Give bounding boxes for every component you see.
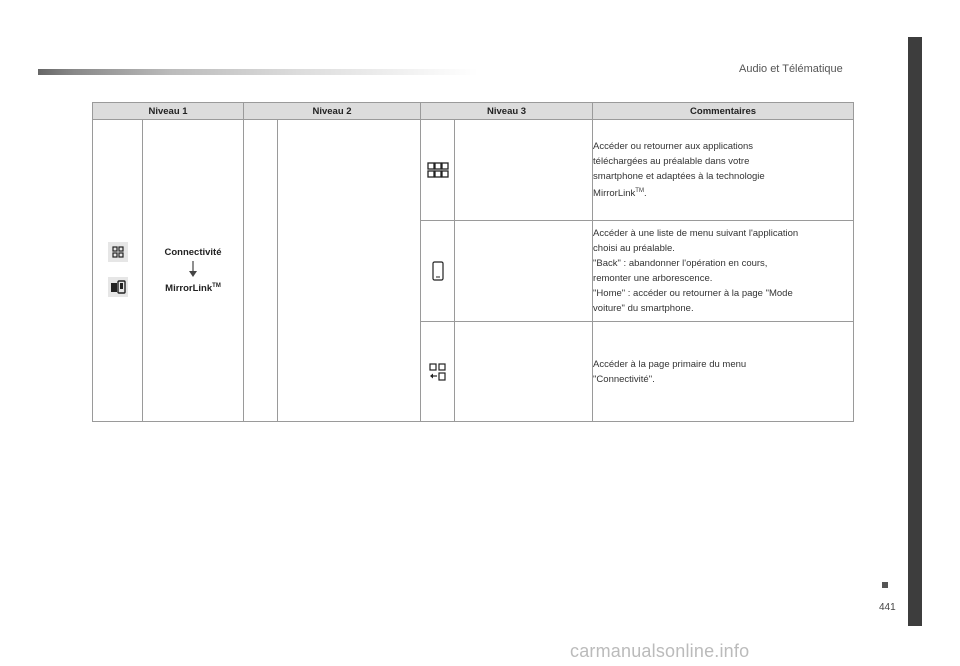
comment-line: Accéder ou retourner aux applications — [593, 140, 754, 152]
comment-cell — [593, 120, 854, 221]
side-tab-bar — [908, 37, 922, 626]
watermark: carmanualsonline.info — [570, 641, 750, 661]
table-row — [93, 120, 854, 221]
column-header-comments: Commentaires — [593, 103, 854, 120]
comment-cell — [593, 221, 854, 322]
page-number: 441 — [879, 602, 896, 613]
page-marker — [882, 582, 888, 588]
mirrorlink-label: MirrorLink™ — [165, 282, 221, 295]
arrow-down-icon — [188, 261, 198, 277]
comment-line: "Connectivité". — [593, 373, 655, 385]
comment-line: Accéder à la page primaire du menu — [593, 358, 747, 370]
comment-line: "Home" : accéder ou retourner à la page "Mode — [593, 288, 793, 299]
decorative-header-rule — [38, 69, 478, 75]
apps-grid-icon — [427, 162, 449, 178]
menu-table — [92, 102, 854, 422]
section-title: Audio et Télématique — [739, 63, 843, 75]
level3-label-cell — [455, 322, 593, 422]
level3-icon-cell — [421, 120, 455, 221]
mirrorlink-phone-icon — [108, 277, 128, 297]
column-header-level3: Niveau 3 — [421, 103, 593, 120]
table-header-row — [93, 103, 854, 120]
column-header-level2: Niveau 2 — [244, 103, 421, 120]
comment-cell — [593, 322, 854, 422]
comment-line: remonter une arborescence. — [593, 273, 713, 284]
level3-label-cell — [455, 120, 593, 221]
comment-line: "Back" : abandonner l'opération en cours, — [593, 258, 768, 269]
level3-icon-cell — [421, 221, 455, 322]
comment-line: Accéder à une liste de menu suivant l'application — [593, 228, 799, 239]
back-to-connectivity-icon — [429, 363, 447, 381]
column-header-level1: Niveau 1 — [93, 103, 244, 120]
smartphone-icon — [432, 261, 444, 281]
comment-line: voiture" du smartphone. — [593, 303, 694, 314]
level2-icon-cell — [244, 120, 278, 422]
level1-icon-cell — [93, 120, 143, 422]
level1-label-cell — [143, 120, 244, 422]
comment-line: MirrorLink™. — [593, 187, 647, 200]
level3-icon-cell — [421, 322, 455, 422]
level2-label-cell — [278, 120, 421, 422]
connectivity-label: Connectivité — [164, 246, 222, 258]
comment-line: smartphone et adaptées à la technologie — [593, 170, 765, 182]
comment-line: choisi au préalable. — [593, 243, 675, 254]
comment-line: téléchargées au préalable dans votre — [593, 155, 750, 167]
level3-label-cell — [455, 221, 593, 322]
apps-grid-icon — [108, 242, 128, 262]
